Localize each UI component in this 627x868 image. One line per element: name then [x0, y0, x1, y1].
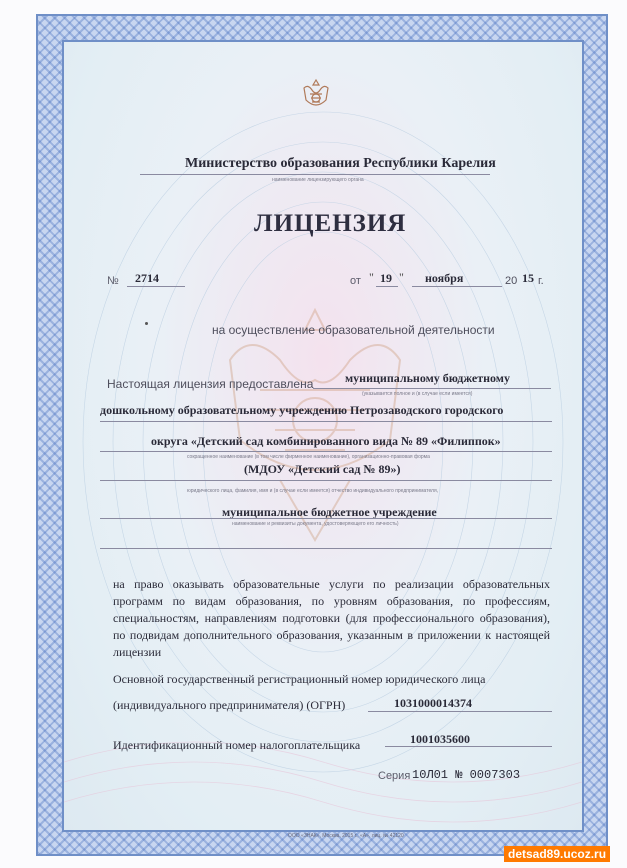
ministry-underline — [140, 174, 490, 175]
licensee-short-name: (МДОУ «Детский сад № 89») — [244, 462, 401, 476]
printer-footer: ООО «ЗНАК», Москва, 2015 г., «А», лиц. № 42120 — [288, 833, 404, 839]
year-suffix: 15 — [522, 271, 534, 285]
licensee-line2-underline — [100, 421, 552, 422]
day-underline — [376, 286, 398, 287]
month-underline — [412, 286, 502, 287]
document-caption: наименование и реквизиты документа, удостоверяющего его личность) — [232, 521, 399, 527]
licensing-body-caption: наименование лицензирующего органа — [272, 177, 364, 183]
date-open-quote: " — [369, 270, 374, 284]
inn-underline — [385, 746, 552, 747]
ogrn-underline — [368, 711, 552, 712]
number-underline — [127, 286, 185, 287]
date-from-label: от — [350, 275, 361, 287]
licensee-form: муниципальное бюджетное учреждение — [222, 505, 437, 519]
ogrn-label-line2: (индивидуального предпринимателя) (ОГРН) — [113, 698, 346, 712]
ink-speck — [145, 322, 148, 325]
document-title: ЛИЦЕНЗИЯ — [254, 210, 407, 237]
license-number: 2714 — [135, 271, 159, 285]
form-underline — [100, 518, 552, 519]
legal-entity-caption: юридического лица, фамилия, имя и (в случае если имеется) отчество индивидуального предпринимателя, — [187, 488, 439, 494]
rights-paragraph: на право оказывать образовательные услуги по реализации образовательных программ по видам образования, по уровням образования, по профессиям, специальностям, направлениям подготовки (для профессионального образования), по подвидам дополнительного образования, указанным в приложении к настоящей лицензии — [113, 577, 550, 659]
date-close-quote: " — [399, 270, 404, 284]
year-abbr: г. — [538, 275, 544, 287]
date-day: 19 — [380, 271, 392, 285]
licensee-line1: муниципальному бюджетному — [345, 371, 510, 385]
ministry-name: Министерство образования Республики Карелия — [185, 156, 496, 171]
full-name-caption: (указывается полное и (в случае если имеется) — [362, 391, 473, 397]
ogrn-value: 1031000014374 — [394, 696, 472, 710]
licensee-line2: дошкольному образовательному учреждению Петрозаводского городского — [100, 403, 504, 417]
licensee-line3: округа «Детский сад комбинированного вида № 89 «Филиппок» — [151, 434, 501, 448]
inn-value: 1001035600 — [410, 732, 470, 746]
ogrn-label-line1: Основной государственный регистрационный номер юридического лица — [113, 672, 486, 686]
licensee-line3-underline — [100, 451, 552, 452]
site-watermark: detsad89.ucoz.ru — [504, 846, 610, 862]
date-month: ноября — [425, 271, 464, 285]
year-prefix: 20 — [505, 275, 518, 287]
provided-label: Настоящая лицензия предоставлена — [107, 377, 314, 391]
inn-label: Идентификационный номер налогоплательщика — [113, 738, 361, 752]
number-label: № — [107, 275, 119, 287]
series-label: Серия — [378, 770, 411, 782]
short-name-underline — [100, 480, 552, 481]
blank-line — [100, 548, 552, 549]
series-number: 10Л01 № 0007303 — [412, 768, 521, 782]
purpose-text: на осуществление образовательной деятельности — [212, 323, 495, 337]
coat-of-arms-emblem — [298, 76, 334, 116]
short-name-caption: сокращенное наименование (в том числе фирменное наименование), организационно-правовая форма — [187, 454, 430, 460]
licensee-line1-underline — [313, 388, 551, 389]
